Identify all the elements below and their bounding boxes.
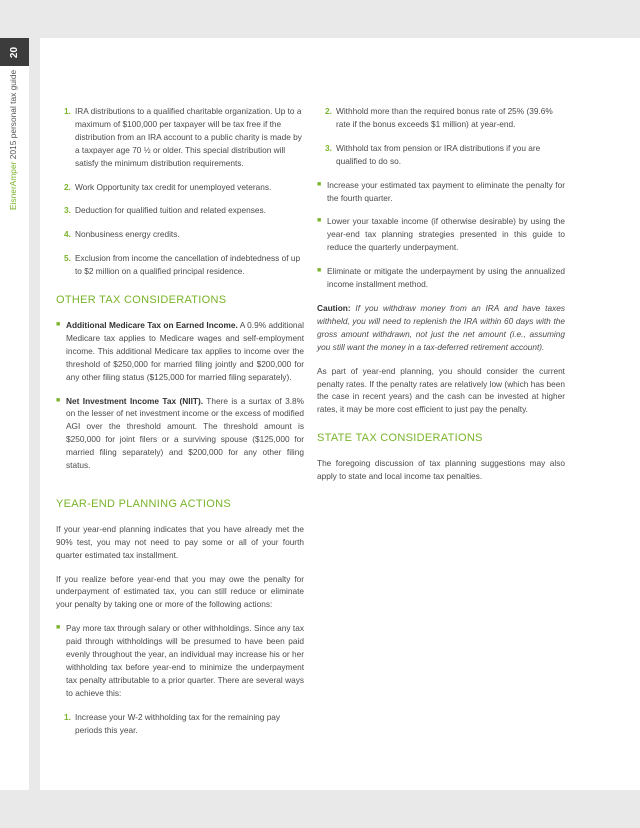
list-item: 4. Nonbusiness energy credits. <box>64 229 180 240</box>
bullet-square-icon: ■ <box>56 396 61 404</box>
brand-name: EisnerAmper <box>8 161 18 210</box>
left-column <box>56 105 304 748</box>
paragraph: The foregoing discussion of tax planning suggestions may also apply to state and local income tax penalties. <box>317 458 565 482</box>
bullet-item: ■ Eliminate or mitigate the underpayment by using the annualized income installment method. <box>317 266 565 290</box>
numbered-list <box>56 105 304 278</box>
bullet-square-icon: ■ <box>56 624 61 632</box>
bullet-square-icon: ■ <box>317 217 322 225</box>
page <box>40 38 640 790</box>
bullet-square-icon: ■ <box>56 320 61 328</box>
list-item: 2. Work Opportunity tax credit for unemployed veterans. <box>64 181 272 192</box>
list-item: 1. Increase your W-2 withholding tax for the remaining pay periods this year. <box>64 711 281 735</box>
list-item: 2. Withhold more than the required bonus rate of 25% (39.6% rate if the bonus exceeds $1 million) at year-end. <box>325 106 553 129</box>
paragraph: If your year-end planning indicates that you have already met the 90% test, you may not need to pay some or all of your fourth quarter estimated tax installment. <box>56 523 304 560</box>
bullet-item: ■ Net Investment Income Tax (NIIT). There is a surtax of 3.8% on the lesser of net investment income or the excess of modified AGI over the threshold amount. The threshold amount is $250,000 for joint filers or a surviving spouse ($125,000 for married filing separately) and $200,000 for any other filing status. <box>56 395 304 471</box>
section-heading-other: OTHER TAX CONSIDERATIONS <box>56 294 227 307</box>
bullet-item: ■ Lower your taxable income (if otherwise desirable) by using the year-end tax planning strategies presented in this guide to reduce the quarterly underpayment. <box>317 216 565 253</box>
list-item: 3. Withhold tax from pension or IRA distributions if you are qualified to do so. <box>325 142 541 166</box>
bullet-square-icon: ■ <box>317 267 322 275</box>
guide-title: 2015 personal tax guide <box>8 69 18 162</box>
list-item: 3. Deduction for qualified tuition and related expenses. <box>64 205 266 216</box>
paragraph: If you realize before year-end that you may owe the penalty for underpayment of estimated tax, you can still reduce or eliminate your penalty by taking one or more of the following actions: <box>56 573 304 610</box>
page-number: 20 <box>0 38 29 66</box>
section-heading-state: STATE TAX CONSIDERATIONS <box>317 432 483 445</box>
list-item: 1. IRA distributions to a qualified charitable organization. Up to a maximum of $100,000 per taxpayer will be tax free if the distribution from an IRA account to a public charity is made by a taxpayer age 70 ½ or older. This special distribution will satisfy the minimum distribution requirements. <box>64 106 302 168</box>
bullet-item: ■ Additional Medicare Tax on Earned Income. A 0.9% additional Medicare tax applies to Medicare wages and self-employment income. This additional Medicare tax applies to income over the threshold of $250,000 for married filing jointly and $200,000 for any other filing status ($125,000 for married filing separately). <box>56 319 304 382</box>
right-column <box>317 105 565 494</box>
paragraph: As part of year-end planning, you should consider the current penalty rates. If the penalty rates are relatively low (which has been the case in recent years) and the cash can be invested at higher rates, it may be more cost efficient to just pay the penalty. <box>317 365 565 415</box>
bullet-item: ■ Pay more tax through salary or other withholdings. Since any tax paid through withholdings will be presumed to have been paid evenly throughout the year, an individual may increase his or her withholding tax before year-end to minimize the underpayment tax penalty attributable to a prior quarter. There are several ways to achieve this: <box>56 623 304 698</box>
bullet-square-icon: ■ <box>317 180 322 188</box>
section-heading-yearend: YEAR-END PLANNING ACTIONS <box>56 497 231 510</box>
caution-note: Caution: If you withdraw money from an IRA and have taxes withheld, you will need to replenish the IRA within 60 days with the gross amount withdrawn, not just the net amount (i.e., assuming you still want the money in a tax-deferred retirement account). <box>317 302 565 352</box>
bullet-item: ■ Increase your estimated tax payment to eliminate the penalty for the fourth quarter. <box>317 179 565 203</box>
list-item: 5. Exclusion from income the cancellation of indebtedness of up to $2 million on a qualified principal residence. <box>64 253 301 277</box>
running-title <box>8 70 18 210</box>
